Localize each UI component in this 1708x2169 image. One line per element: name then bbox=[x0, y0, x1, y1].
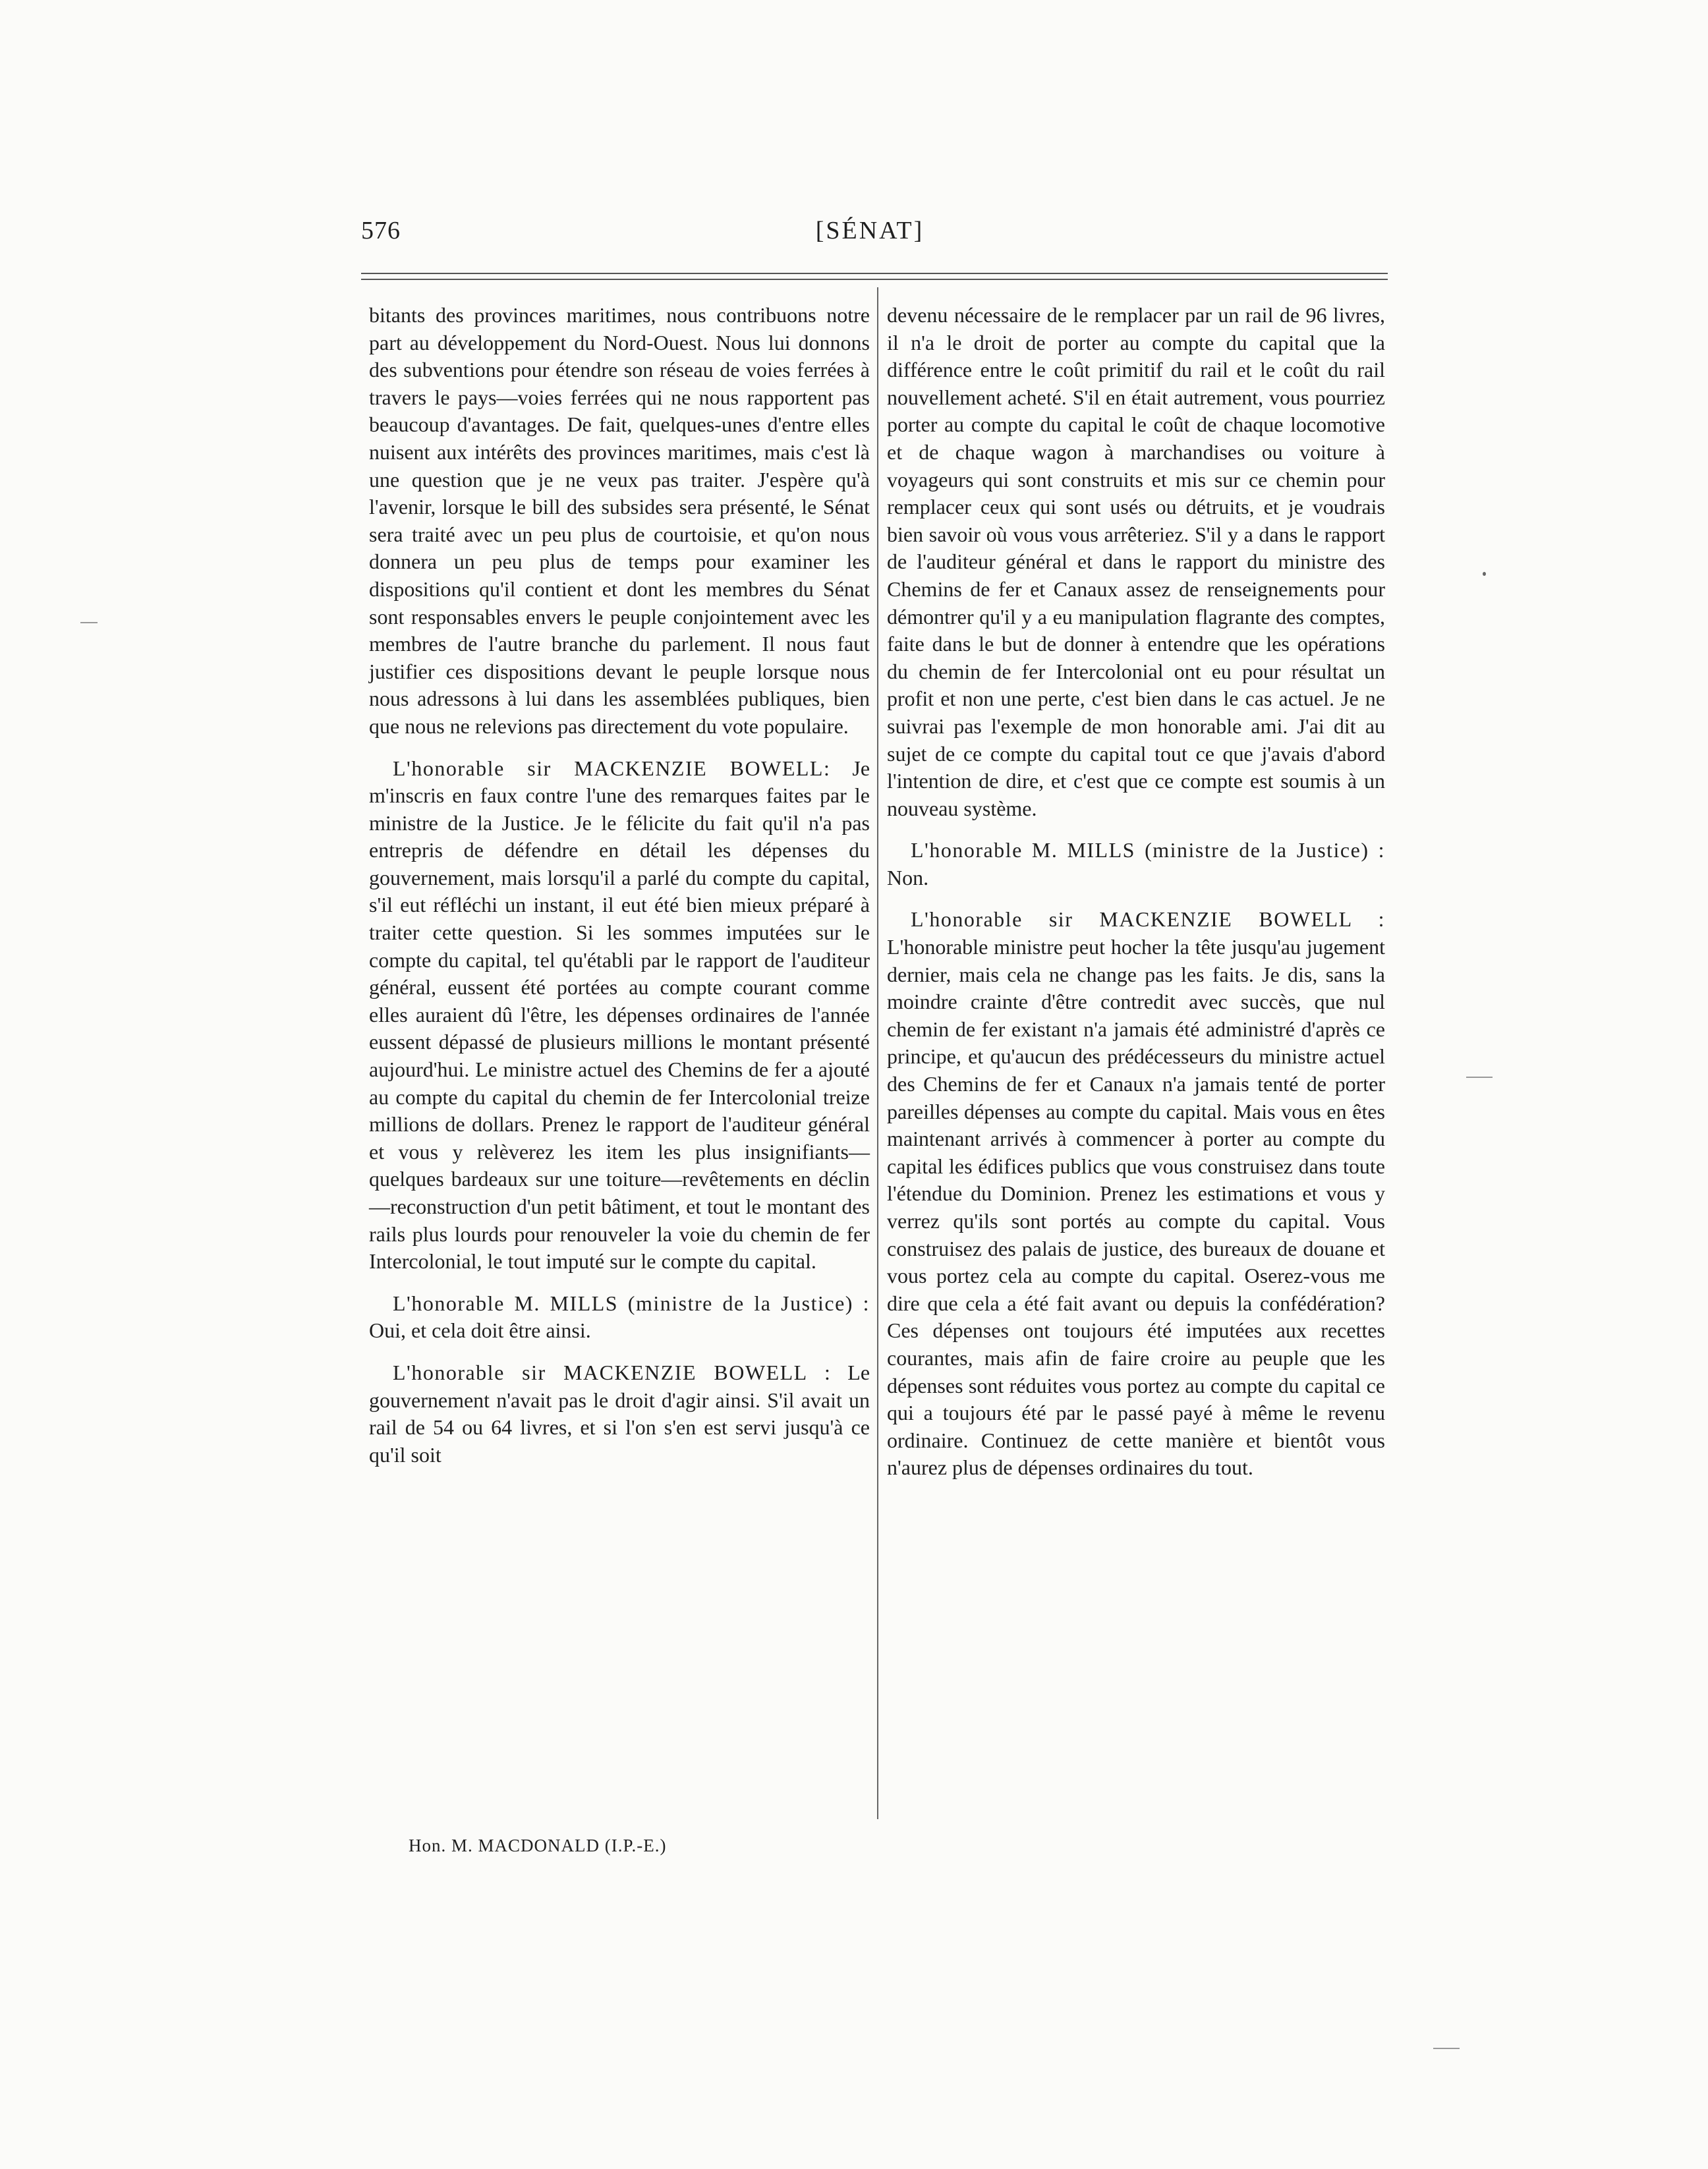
speech-paragraph bbox=[369, 755, 870, 1276]
paragraph: bitants des provinces maritimes, nous contribuons notre part au développement du Nord-Ouest. Nous lui donnons des subventions pour étendre son réseau de voies ferrées à travers le pays—voies ferrées qui ne nous rapportent pas beaucoup d'avantages. De fait, quelques-unes d'entre elles nuisent aux intérêts des provinces maritimes, mais c'est là une question que je ne veux pas traiter. J'espère qu'à l'avenir, lorsque le bill des subsides sera présenté, le Sénat sera traité avec un peu plus de courtoisie, et qu'on nous donnera un peu plus de temps pour examiner les dispositions qu'il contient et dont les membres du Sénat sont responsables envers le peuple conjointement avec les membres de l'autre branche du parlement. Il nous faut justifier ces dispositions devant le peuple lorsque nous nous adressons à lui dans les assemblées publiques, bien que nous ne relevions pas directement du vote populaire. bbox=[369, 303, 870, 738]
speech-text: Non. bbox=[887, 865, 929, 889]
speech-text: L'honorable ministre peut hocher la tête jusqu'au jugement dernier, mais cela ne change pas les faits. Je dis, sans la moindre crainte d'être contredit avec succès, que nul chemin de fer existant n'a jamais été administré d'après ce principe, et qu'aucun des prédécesseurs du ministre actuel des Chemins de fer et Canaux n'a jamais tenté de porter pareilles dépenses au compte du capital. Mais vous en êtes maintenant arrivés à commencer à porter au compte du capital les édifices publics que vous construisez dans toute l'étendue du Dominion. Prenez les estimations et vous y verrez qu'ils sont portés au compte du capital. Vous construisez des palais de justice, des bureaux de douane et vous portez cela au compte du capital. Oserez-vous me dire que cela a été fait avant ou depuis la confédération? Ces dépenses ont toujours été imputées aux recettes courantes, mais afin de faire croire au peuple que les dépenses sont réduites vous portez au compte du capital ce qui a toujours été par le passé payé à même le revenu ordinaire. Continuez de cette manière et bientôt vous n'aurez plus de dépenses ordinaires du tout. bbox=[887, 935, 1385, 1480]
speaker-name: L'honorable sir MACKENZIE BOWELL : bbox=[911, 907, 1385, 932]
speech-text: Le gouvernement n'avait pas le droit d'agir ainsi. S'il avait un rail de 54 ou 64 livres, et si l'on s'en est servi jusqu'à ce qu'il soit bbox=[369, 1360, 870, 1467]
speech-paragraph bbox=[887, 906, 1385, 1481]
speaker-name: L'honorable sir MACKENZIE BOWELL : bbox=[393, 1360, 832, 1384]
paragraph: devenu nécessaire de le remplacer par un rail de 96 livres, il n'a le droit de porter au compte du capital que la différence entre le coût primitif du rail et le coût du rail nouvellement acheté. S'il en était autrement, vous pourriez porter au compte du capital le coût de chaque locomotive et de chaque wagon à marchandises ou voiture à voyageurs qui sont construits et mis sur ce chemin pour remplacer ceux qui sont usés ou détruits, et je voudrais bien savoir où vous vous arrêteriez. S'il y a dans le rapport de l'auditeur général et dans le rapport du ministre des Chemins de fer et Canaux assez de renseignements pour démontrer qu'il y a eu manipulation flagrante des comptes, faite dans le but de donner à entendre que les opérations du chemin de fer Intercolonial ont eu pour résultat un profit et non une perte, c'est bien dans le cas actuel. Je ne suivrai pas l'exemple de mon honorable ami. J'ai dit au sujet de ce compte du capital tout ce que j'avais d'abord l'intention de dire, et c'est que ce compte est soumis à un nouveau système. bbox=[887, 303, 1385, 820]
speech-paragraph bbox=[887, 837, 1385, 891]
header-rule-top bbox=[361, 273, 1388, 274]
speaker-name: L'honorable M. MILLS (ministre de la Justice) : bbox=[911, 838, 1385, 862]
right-column bbox=[887, 302, 1385, 1496]
speech-text: Oui, et cela doit être ainsi. bbox=[369, 1318, 591, 1343]
scan-mark bbox=[1433, 2048, 1460, 2049]
speech-paragraph bbox=[369, 1290, 870, 1345]
footer-name: Hon. M. MACDONALD (I.P.-E.) bbox=[409, 1836, 667, 1855]
speech-text: Je m'inscris en faux contre l'une des remarques faites par le ministre de la Justice. Je le félicite du fait qu'il n'a pas entrepris de défendre en détail les dépenses du gouvernement, mais lorsqu'il a parlé du compte du capital, s'il eut réfléchi un instant, il eut été bien mieux préparé à traiter cette question. Si les sommes imputées sur le compte du capital, tel qu'établi par le rapport de l'auditeur général, eussent été portées au compte courant comme elles auraient dû l'être, les dépenses ordinaires de l'année eussent dépassé de plusieurs millions le montant présenté aujourd'hui. Le ministre actuel des Chemins de fer a ajouté au compte du capital du chemin de fer Intercolonial treize millions de dollars. Prenez le rapport de l'auditeur général et vous y relèverez les item les plus insignifiants—quelques bardeaux sur une toiture—revêtements en déclin—reconstruction d'un petit bâtiment, et tout le montant des rails plus lourds pour renouveler la voie du chemin de fer Intercolonial, le tout imputé sur le compte du capital. bbox=[369, 756, 870, 1274]
page-number: 576 bbox=[361, 217, 401, 244]
scan-mark bbox=[1466, 1077, 1493, 1078]
header-rule-bottom bbox=[361, 279, 1388, 280]
scan-mark bbox=[80, 622, 98, 623]
left-column bbox=[369, 302, 870, 1483]
scan-speck bbox=[1483, 572, 1486, 576]
speech-paragraph bbox=[369, 1359, 870, 1469]
speaker-name: L'honorable M. MILLS (ministre de la Justice) : bbox=[393, 1291, 870, 1315]
running-head: [SÉNAT] bbox=[815, 217, 925, 244]
speaker-name: L'honorable sir MACKENZIE BOWELL: bbox=[393, 756, 831, 780]
column-divider bbox=[877, 287, 878, 1819]
